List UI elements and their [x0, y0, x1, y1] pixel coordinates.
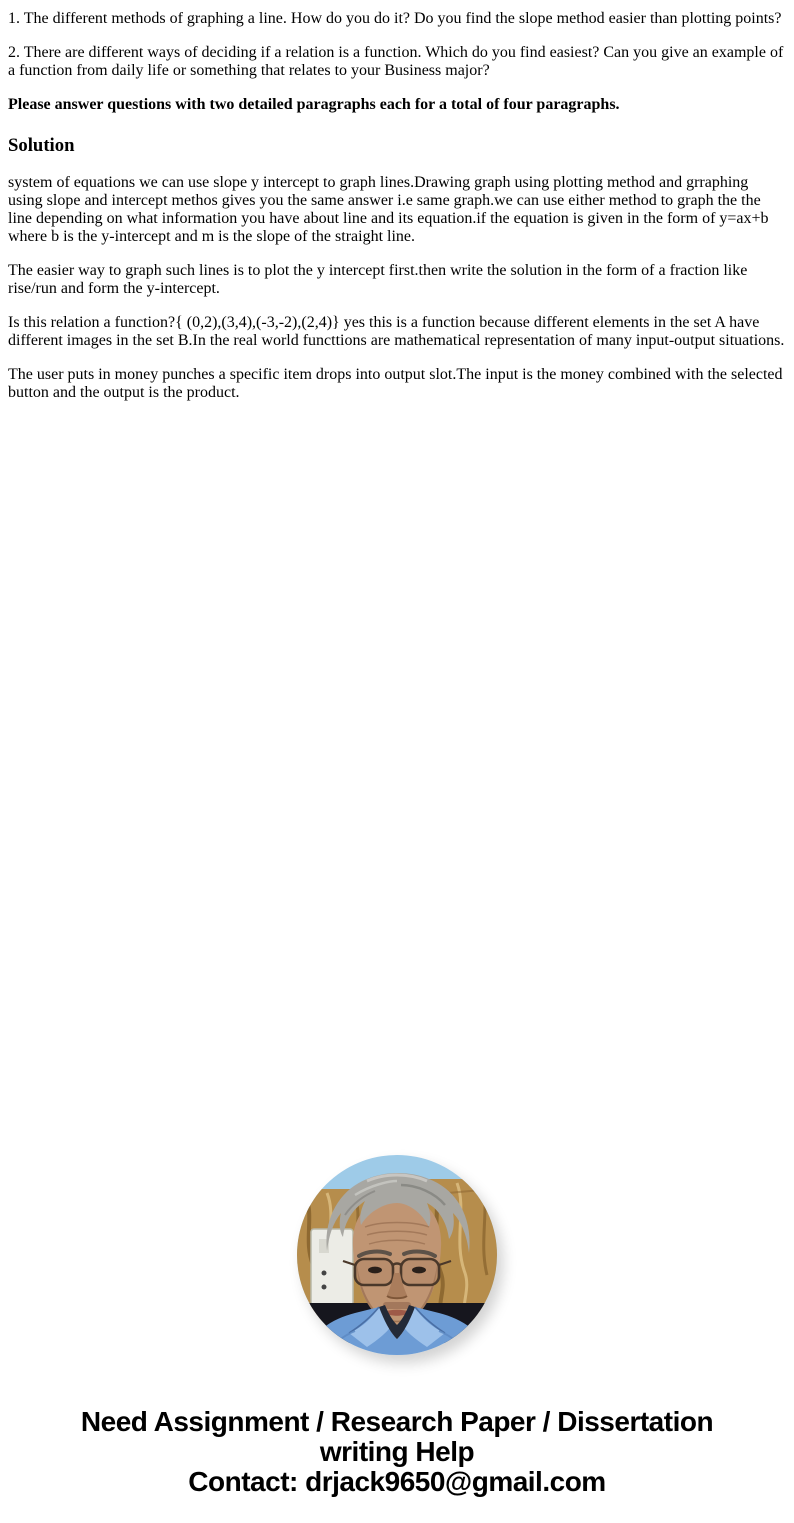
solution-paragraph-4: The user puts in money punches a specific item drops into output slot.The input is the money combined with the selected button and the output is the product.: [8, 366, 783, 401]
solution-paragraph-3: Is this relation a function?{ (0,2),(3,4),(-3,-2),(2,4)} yes this is a function because different elements in the set A have different images in the set B.In the real world functtions are mathematical representation of many input-output situations.: [8, 314, 785, 349]
question-2: 2. There are different ways of deciding if a relation is a function. Which do you find easiest? Can you give an example of a function from daily life or something that relates to your Business major?: [8, 44, 784, 79]
avatar-eye-left: [368, 1267, 382, 1274]
solution-heading: Solution: [8, 135, 75, 156]
tutor-avatar: [297, 1155, 497, 1355]
footer-line-2: writing Help: [319, 1436, 475, 1467]
tutor-avatar-section: [8, 1155, 786, 1355]
avatar-switch-panel: [311, 1229, 353, 1305]
tutor-avatar-illustration: [297, 1155, 497, 1355]
footer-line-1: Need Assignment / Research Paper / Dissertation: [80, 1406, 714, 1437]
assignment-instruction: Please answer questions with two detailed paragraphs each for a total of four paragraphs.: [8, 96, 620, 113]
question-1: 1. The different methods of graphing a line. How do you do it? Do you find the slope method easier than plotting points?: [8, 10, 782, 27]
solution-paragraph-1: system of equations we can use slope y intercept to graph lines.Drawing graph using plotting method and grraphing using slope and intercept methos gives you the same answer i.e same graph.we can use either method to graph the the line depending on what information you have about line and its equation.if the equation is given in the form of y=ax+b where b is the y-intercept and m is the slope of the straight line.: [8, 174, 769, 245]
footer-promo: [8, 1407, 786, 1497]
footer-contact-email: Contact: drjack9650@gmail.com: [188, 1466, 606, 1497]
avatar-eye-right: [412, 1267, 426, 1274]
solution-paragraph-2: The easier way to graph such lines is to plot the y intercept first.then write the solution in the form of a fraction like rise/run and form the y-intercept.: [8, 262, 748, 297]
